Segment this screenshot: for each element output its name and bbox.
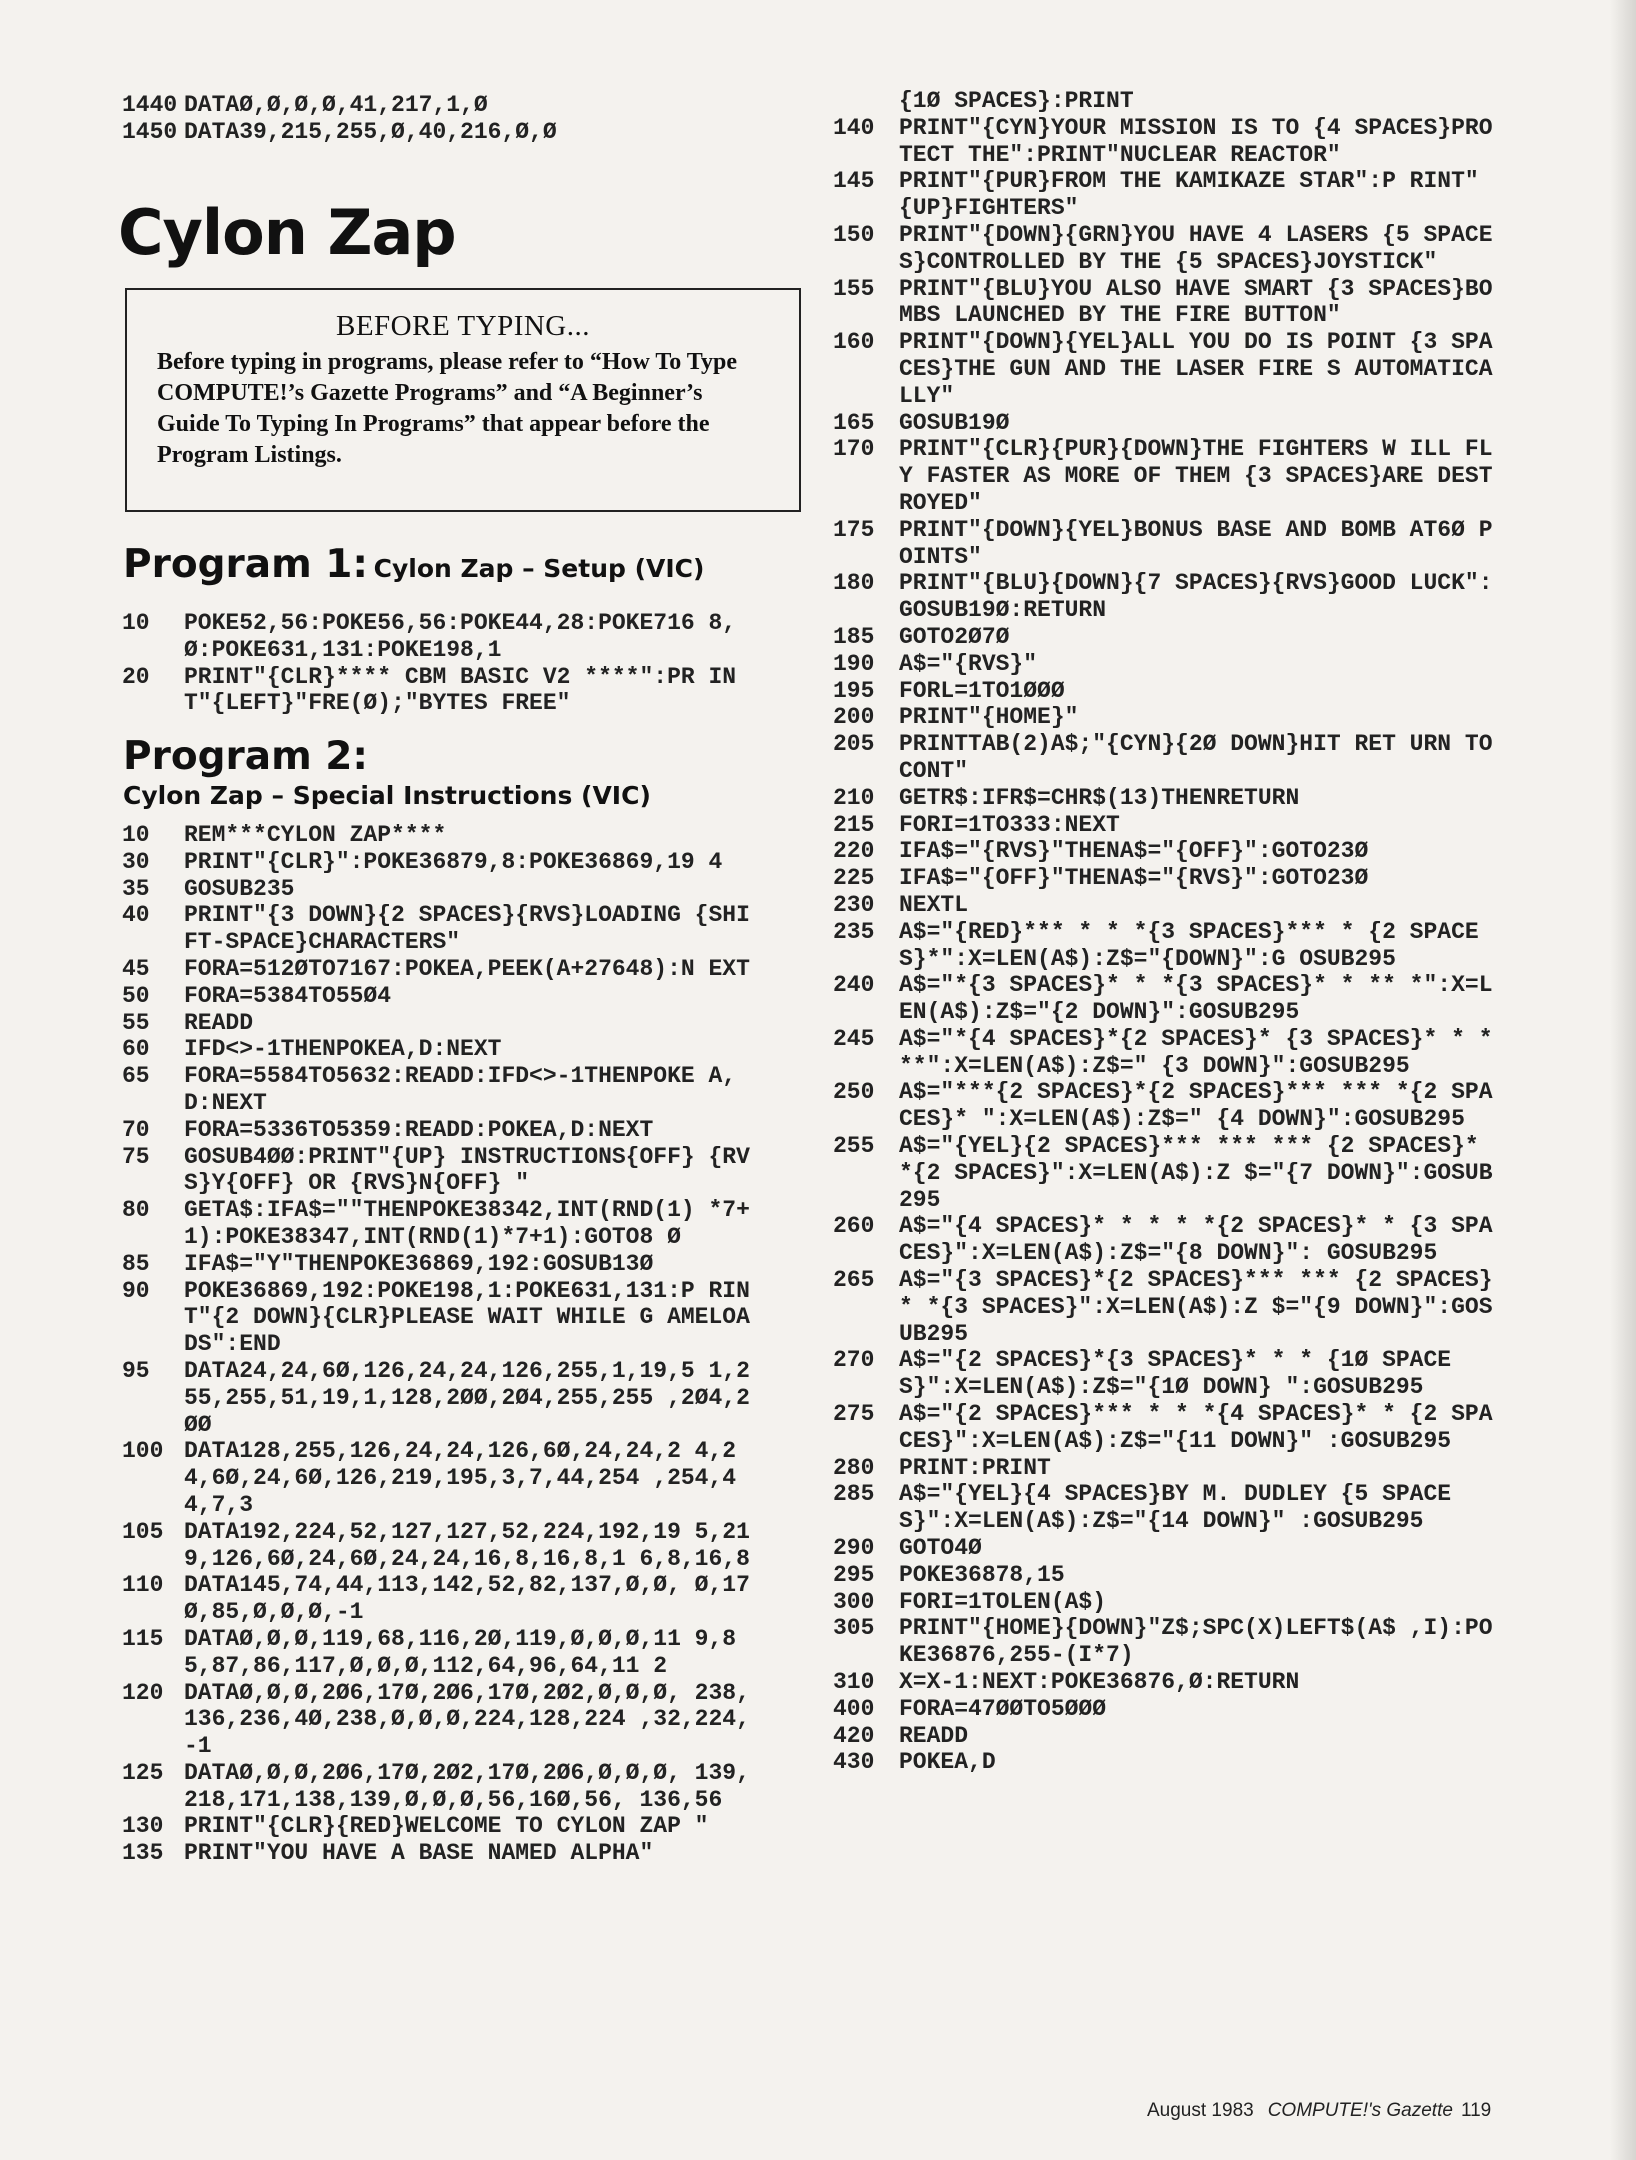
- line-number: 165: [833, 409, 875, 436]
- line-text: FORI=1TO333:NEXT: [899, 811, 1120, 838]
- line-text: FORA=5336TO5359:READD:POKEA,D:NEXT: [184, 1116, 654, 1143]
- page-edge-shadow: [1610, 0, 1636, 2160]
- program2-listing-left: [122, 822, 762, 1867]
- line-number: 250: [833, 1079, 875, 1106]
- line-text: A$="{4 SPACES}* * * * *{2 SPACES}* * {3 SPACES}":X=LEN(A$):Z$="{8 DOWN}": GOSUB295: [899, 1213, 1493, 1267]
- code-line: [833, 570, 1493, 624]
- line-text: DATAØ,Ø,Ø,Ø,41,217,1,Ø: [184, 92, 488, 118]
- code-line: [122, 1572, 762, 1626]
- line-number: 30: [122, 848, 150, 875]
- line-text: FORA=5384TO55Ø4: [184, 982, 392, 1009]
- line-text: PRINT"{3 DOWN}{2 SPACES}{RVS}LOADING {SHIFT-SPACE}CHARACTERS": [184, 902, 750, 956]
- line-number: 420: [833, 1722, 875, 1749]
- line-text: READD: [184, 1009, 254, 1036]
- code-line: [833, 1669, 1493, 1696]
- line-number: 135: [122, 1840, 164, 1867]
- line-number: 85: [122, 1250, 150, 1277]
- line-number: 300: [833, 1588, 875, 1615]
- line-text: PRINT"{DOWN}{YEL}BONUS BASE AND BOMB AT6Ø POINTS": [899, 516, 1493, 570]
- line-text: READD: [899, 1722, 969, 1749]
- line-text: PRINT:PRINT: [899, 1454, 1051, 1481]
- line-text: PRINT"{HOME}": [899, 704, 1079, 731]
- code-line: [122, 1251, 762, 1278]
- line-number: 140: [833, 114, 875, 141]
- line-text: PRINT"{BLU}YOU ALSO HAVE SMART {3 SPACES}BOMBS LAUNCHED BY THE FIRE BUTTON": [899, 275, 1493, 329]
- code-line: [122, 983, 762, 1010]
- line-number: 305: [833, 1615, 875, 1642]
- code-line: [833, 1401, 1493, 1455]
- code-line: [833, 838, 1493, 865]
- line-text: GETA$:IFA$=""THENPOKE38342,INT(RND(1) *7+1):POKE38347,INT(RND(1)*7+1):GOTO8 Ø: [184, 1197, 750, 1250]
- line-number: 160: [833, 329, 875, 356]
- code-line: [122, 1144, 762, 1198]
- line-number: 65: [122, 1063, 150, 1090]
- line-number: 295: [833, 1561, 875, 1588]
- line-number: 10: [122, 822, 150, 848]
- code-line: [833, 624, 1493, 651]
- line-number: 280: [833, 1454, 875, 1481]
- program1-heading: [123, 542, 704, 587]
- code-line: [122, 1117, 762, 1144]
- line-text: DATAØ,Ø,Ø,119,68,116,2Ø,119,Ø,Ø,Ø,11 9,85,87,86,117,Ø,Ø,Ø,112,64,96,64,11 2: [184, 1625, 737, 1679]
- line-number: 230: [833, 891, 875, 918]
- line-number: 265: [833, 1267, 875, 1294]
- line-text: GOSUB19Ø: [899, 409, 1010, 436]
- line-number: 1450: [122, 118, 178, 145]
- before-typing-box: [125, 288, 801, 512]
- footer-date: August 1983: [1147, 2100, 1254, 2121]
- line-text: A$="***{2 SPACES}*{2 SPACES}*** *** *{2 SPACES}* ":X=LEN(A$):Z$=" {4 DOWN}":GOSUB295: [899, 1079, 1493, 1133]
- code-line: [833, 1455, 1493, 1482]
- line-number: 100: [122, 1438, 164, 1465]
- line-text: DATA145,74,44,113,142,52,82,137,Ø,Ø, Ø,17Ø,85,Ø,Ø,Ø,-1: [184, 1572, 750, 1626]
- line-number: 270: [833, 1347, 875, 1374]
- code-line: [833, 1589, 1493, 1616]
- line-text: PRINT"{DOWN}{YEL}ALL YOU DO IS POINT {3 SPACES}THE GUN AND THE LASER FIRE S AUTOMATICALLY": [899, 329, 1493, 409]
- code-line: [833, 1133, 1493, 1213]
- code-line: [833, 1535, 1493, 1562]
- code-line: [833, 168, 1493, 222]
- line-text: DATA39,215,255,Ø,40,216,Ø,Ø: [184, 118, 557, 145]
- line-number: 130: [122, 1813, 164, 1840]
- line-text: IFD<>-1THENPOKEA,D:NEXT: [184, 1036, 502, 1063]
- code-line: [122, 119, 762, 146]
- line-text: PRINT"{PUR}FROM THE KAMIKAZE STAR":P RINT"{UP}FIGHTERS": [899, 168, 1479, 222]
- code-line: [833, 892, 1493, 919]
- code-line: [833, 919, 1493, 973]
- line-text: A$="{YEL}{4 SPACES}BY M. DUDLEY {5 SPACES}":X=LEN(A$):Z$="{14 DOWN}" :GOSUB295: [899, 1481, 1452, 1535]
- code-line: [122, 664, 762, 718]
- code-line: [122, 1680, 762, 1760]
- line-number: 60: [122, 1036, 150, 1063]
- line-number: 200: [833, 704, 875, 731]
- program2-lines-right: [833, 88, 1507, 1776]
- code-line: [833, 651, 1493, 678]
- line-text: GOSUB235: [184, 875, 295, 902]
- line-text: DATAØ,Ø,Ø,2Ø6,17Ø,2Ø6,17Ø,2Ø2,Ø,Ø,Ø, 238,136,236,4Ø,238,Ø,Ø,Ø,224,128,224 ,32,224,-1: [184, 1679, 750, 1760]
- line-text: {1Ø SPACES}:PRINT: [899, 88, 1134, 114]
- line-text: A$="*{3 SPACES}* * *{3 SPACES}* * ** *":X=LEN(A$):Z$="{2 DOWN}":GOSUB295: [899, 972, 1493, 1026]
- code-line: [122, 1840, 762, 1867]
- program1-listing: [122, 610, 762, 717]
- line-text: DATA24,24,6Ø,126,24,24,126,255,1,19,5 1,255,255,51,19,1,128,2ØØ,2Ø4,255,255 ,2Ø4,2ØØ: [184, 1357, 750, 1438]
- line-text: PRINT"{CLR}":POKE36879,8:POKE36869,19 4: [184, 848, 723, 875]
- line-number: 105: [122, 1518, 164, 1545]
- line-text: POKE36878,15: [899, 1561, 1065, 1588]
- line-number: 10: [122, 610, 150, 636]
- line-text: PRINT"YOU HAVE A BASE NAMED ALPHA": [184, 1840, 654, 1867]
- line-number: 180: [833, 570, 875, 597]
- code-line: [833, 329, 1493, 409]
- line-text: FORA=5584TO5632:READD:IFD<>-1THENPOKE A,D:NEXT: [184, 1063, 737, 1116]
- article-title: Cylon Zap: [118, 196, 456, 269]
- code-line: [833, 88, 1493, 115]
- line-text: REM***CYLON ZAP****: [184, 822, 447, 848]
- code-line: [833, 1079, 1493, 1133]
- code-line: [833, 222, 1493, 276]
- program1-lines: [122, 610, 762, 717]
- line-text: FORA=47ØØTO5ØØØ: [899, 1695, 1107, 1722]
- line-number: 35: [122, 875, 150, 902]
- code-line: [122, 1760, 762, 1814]
- line-text: A$="{RED}*** * * *{3 SPACES}*** * {2 SPACES}*":X=LEN(A$):Z$="{DOWN}":G OSUB295: [899, 918, 1479, 972]
- program2-subtitle: Cylon Zap – Special Instructions (VIC): [123, 781, 651, 810]
- line-number: 70: [122, 1116, 150, 1143]
- code-line: [833, 1025, 1507, 1080]
- line-number: 400: [833, 1695, 875, 1722]
- line-text: DATAØ,Ø,Ø,2Ø6,17Ø,2Ø2,17Ø,2Ø6,Ø,Ø,Ø, 139,218,171,138,139,Ø,Ø,Ø,56,16Ø,56, 136,56: [184, 1759, 750, 1813]
- line-text: DATA192,224,52,127,127,52,224,192,19 5,219,126,6Ø,24,6Ø,24,24,16,8,16,8,1 6,8,16,8: [184, 1518, 750, 1572]
- line-text: GOTO2Ø7Ø: [899, 623, 1010, 650]
- code-line: [122, 1519, 762, 1573]
- code-line: [833, 517, 1493, 571]
- line-text: X=X-1:NEXT:POKE36876,Ø:RETURN: [899, 1669, 1300, 1696]
- code-line: [833, 812, 1493, 839]
- line-number: 285: [833, 1481, 875, 1508]
- line-text: PRINT"{DOWN}{GRN}YOU HAVE 4 LASERS {5 SPACES}CONTROLLED BY THE {5 SPACES}JOYSTICK": [899, 221, 1493, 275]
- line-number: 90: [122, 1277, 150, 1304]
- line-number: 125: [122, 1759, 164, 1786]
- code-line: [122, 1197, 762, 1251]
- code-line: [122, 1036, 762, 1063]
- code-line: [833, 1562, 1493, 1589]
- code-line: [122, 1813, 762, 1840]
- line-number: 430: [833, 1749, 875, 1776]
- line-number: 260: [833, 1213, 875, 1240]
- top-listing: [122, 92, 762, 146]
- line-number: 310: [833, 1669, 875, 1696]
- page-footer: [1147, 2100, 1491, 2122]
- line-text: PRINT"{BLU}{DOWN}{7 SPACES}{RVS}GOOD LUCK":GOSUB19Ø:RETURN: [899, 570, 1493, 624]
- line-text: A$="{2 SPACES}*{3 SPACES}* * * {1Ø SPACES}":X=LEN(A$):Z$="{1Ø DOWN} ":GOSUB295: [899, 1347, 1452, 1401]
- notice-body: Before typing in programs, please refer to “How To Type COMPUTE!’s Gazette Programs” and “A Beginner’s Guide To Typing In Programs” that appear before the Program Listings.: [157, 349, 737, 468]
- line-text: IFA$="Y"THENPOKE36869,192:GOSUB13Ø: [184, 1250, 654, 1277]
- line-text: POKE36869,192:POKE198,1:POKE631,131:P RINT"{2 DOWN}{CLR}PLEASE WAIT WHILE G AMELOADS":END: [184, 1277, 750, 1358]
- program1-label: Program 1:: [123, 542, 369, 587]
- code-line: [122, 849, 762, 876]
- code-line: [833, 1723, 1493, 1750]
- code-line: [122, 1626, 762, 1680]
- line-number: 110: [122, 1572, 164, 1599]
- line-number: 220: [833, 838, 875, 865]
- line-number: 235: [833, 918, 875, 945]
- code-line: [833, 785, 1493, 812]
- code-line: [833, 1267, 1493, 1347]
- line-text: GOSUB4ØØ:PRINT"{UP} INSTRUCTIONS{OFF} {RVS}Y{OFF} OR {RVS}N{OFF} ": [184, 1143, 750, 1197]
- line-number: 175: [833, 516, 875, 543]
- line-text: GETR$:IFR$=CHR$(13)THENRETURN: [899, 784, 1300, 811]
- line-number: 240: [833, 972, 875, 999]
- line-text: A$="*{4 SPACES}*{2 SPACES}* {3 SPACES}* * * **":X=LEN(A$):Z$=" {3 DOWN}":GOSUB295: [899, 1025, 1507, 1079]
- line-number: 80: [122, 1197, 150, 1224]
- line-number: 245: [833, 1025, 875, 1052]
- code-line: [833, 410, 1493, 437]
- line-number: 50: [122, 982, 150, 1009]
- code-line: [122, 876, 762, 903]
- code-line: [833, 1696, 1493, 1723]
- code-line: [122, 1063, 762, 1117]
- line-number: 145: [833, 168, 875, 195]
- line-text: DATA128,255,126,24,24,126,6Ø,24,24,2 4,24,6Ø,24,6Ø,126,219,195,3,7,44,254 ,254,44,7,3: [184, 1438, 737, 1518]
- footer-page-number: 119: [1460, 2100, 1492, 2121]
- line-text: PRINT"{CLR}**** CBM BASIC V2 ****":PR INT"{LEFT}"FRE(Ø);"BYTES FREE": [184, 663, 737, 717]
- line-number: 150: [833, 221, 875, 248]
- line-number: 75: [122, 1143, 150, 1170]
- line-number: 290: [833, 1535, 875, 1562]
- line-number: 155: [833, 275, 875, 302]
- line-text: A$="{RVS}": [899, 650, 1038, 677]
- line-number: 1440: [122, 92, 178, 118]
- footer-magazine: COMPUTE!'s Gazette: [1267, 2100, 1453, 2121]
- line-text: FORA=512ØTO7167:POKEA,PEEK(A+27648):N EXT: [184, 955, 750, 982]
- line-text: PRINT"{CLR}{PUR}{DOWN}THE FIGHTERS W ILL FLY FASTER AS MORE OF THEM {3 SPACES}ARE DESTROYED": [899, 436, 1493, 516]
- code-line: [833, 1615, 1493, 1669]
- line-number: 115: [122, 1625, 164, 1652]
- line-text: A$="{3 SPACES}*{2 SPACES}*** *** {2 SPACES}* *{3 SPACES}":X=LEN(A$):Z $="{9 DOWN}":GOSUB295: [899, 1267, 1493, 1347]
- line-text: IFA$="{OFF}"THENA$="{RVS}":GOTO23Ø: [899, 865, 1369, 892]
- line-number: 55: [122, 1009, 150, 1036]
- code-line: [833, 678, 1493, 705]
- code-line: [833, 972, 1493, 1026]
- code-line: [833, 1347, 1493, 1401]
- line-number: 210: [833, 784, 875, 811]
- line-text: IFA$="{RVS}"THENA$="{OFF}":GOTO23Ø: [899, 838, 1369, 865]
- code-line: [833, 436, 1493, 516]
- line-number: 95: [122, 1357, 150, 1384]
- code-line: [833, 276, 1493, 330]
- code-line: [122, 902, 762, 956]
- code-line: [122, 92, 762, 119]
- program2-lines-left: [122, 822, 762, 1867]
- line-text: POKEA,D: [899, 1749, 996, 1776]
- code-line: [833, 704, 1493, 731]
- code-line: [122, 1358, 762, 1438]
- line-text: NEXTL: [899, 891, 969, 918]
- code-line: [833, 115, 1493, 169]
- line-number: 225: [833, 865, 875, 892]
- program2-listing-right: [833, 88, 1507, 1776]
- notice-heading: BEFORE TYPING...: [336, 310, 590, 342]
- code-line: [122, 1438, 762, 1518]
- line-number: 215: [833, 811, 875, 838]
- code-line: [122, 610, 762, 664]
- code-line: [833, 1213, 1493, 1267]
- program1-subtitle: Cylon Zap – Setup (VIC): [373, 554, 705, 583]
- line-number: 275: [833, 1401, 875, 1428]
- line-number: 185: [833, 623, 875, 650]
- code-line: [122, 822, 762, 849]
- line-number: 20: [122, 663, 150, 690]
- line-number: 255: [833, 1133, 875, 1160]
- code-line: [833, 731, 1507, 785]
- line-text: FORI=1TOLEN(A$): [899, 1588, 1107, 1615]
- line-number: 45: [122, 955, 150, 982]
- code-line: [122, 956, 762, 983]
- line-number: 205: [833, 731, 875, 758]
- code-line: [833, 1481, 1493, 1535]
- program2-label: Program 2:: [123, 734, 369, 779]
- line-text: FORL=1TO1ØØØ: [899, 677, 1065, 704]
- code-line: [122, 1278, 762, 1358]
- code-line: [833, 1749, 1493, 1776]
- line-text: PRINT"{CLR}{RED}WELCOME TO CYLON ZAP ": [184, 1813, 709, 1840]
- top-listing-lines: [122, 92, 762, 146]
- line-text: PRINT"{CYN}YOUR MISSION IS TO {4 SPACES}PROTECT THE":PRINT"NUCLEAR REACTOR": [899, 114, 1493, 168]
- line-text: GOTO4Ø: [899, 1535, 982, 1562]
- code-line: [833, 865, 1493, 892]
- line-number: 120: [122, 1679, 164, 1706]
- line-number: 190: [833, 650, 875, 677]
- line-text: A$="{2 SPACES}*** * * *{4 SPACES}* * {2 SPACES}":X=LEN(A$):Z$="{11 DOWN}" :GOSUB295: [899, 1401, 1493, 1454]
- line-number: 195: [833, 677, 875, 704]
- code-line: [122, 1010, 762, 1037]
- line-text: PRINT"{HOME}{DOWN}"Z$;SPC(X)LEFT$(A$ ,I):POKE36876,255-(I*7): [899, 1615, 1493, 1669]
- line-number: 40: [122, 902, 150, 929]
- line-text: POKE52,56:POKE56,56:POKE44,28:POKE716 8,Ø:POKE631,131:POKE198,1: [184, 610, 737, 663]
- line-text: PRINTTAB(2)A$;"{CYN}{2Ø DOWN}HIT RET URN TO CONT": [899, 731, 1507, 784]
- line-number: 170: [833, 436, 875, 463]
- line-text: A$="{YEL}{2 SPACES}*** *** *** {2 SPACES}* *{2 SPACES}":X=LEN(A$):Z $="{7 DOWN}":GOSUB295: [899, 1133, 1493, 1213]
- program2-heading: [123, 734, 651, 810]
